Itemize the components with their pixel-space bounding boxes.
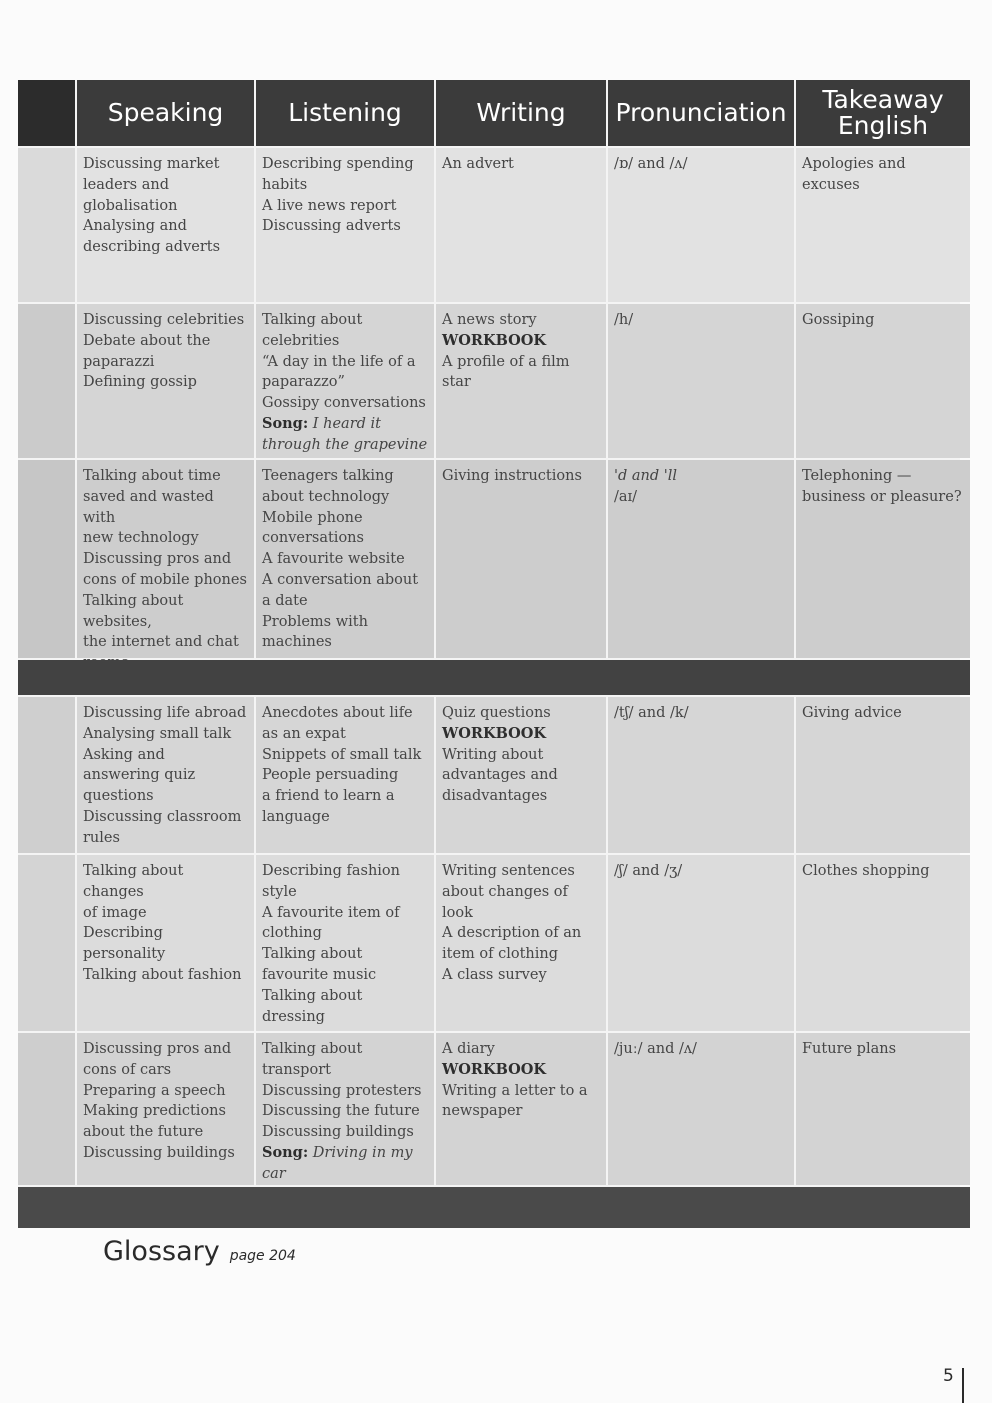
pronunciation-cell (608, 304, 794, 458)
cell-line: personality (83, 946, 166, 963)
cell-line: Discussing the future (262, 1103, 420, 1120)
cell-line: An advert (442, 156, 514, 172)
cell-line: “A day in the life of a (262, 353, 416, 370)
song-line (262, 1143, 428, 1164)
cell-line: style (262, 883, 297, 900)
cell-line: paparazzi (83, 353, 155, 370)
cell-line: Writing sentences (442, 863, 575, 879)
cell-line: Snippets of small talk (262, 746, 422, 763)
cell-line: paparazzo” (262, 374, 345, 391)
cell-line: rules (83, 829, 120, 846)
cell-line: A live news report (262, 197, 397, 214)
cell-line: machines (262, 634, 332, 651)
glossary-page: page 204 (229, 1248, 296, 1264)
cell-line: /h/ (614, 312, 634, 328)
cell-line: Discussing buildings (262, 1124, 414, 1141)
page-number: 5 (943, 1366, 954, 1386)
cell-line: Discussing celebrities (83, 312, 245, 328)
song-title: Driving in my (312, 1144, 413, 1161)
cell-line: Describing spending (262, 156, 414, 172)
cell-line: Quiz questions (442, 705, 551, 721)
cell-line: Talking about dressing (262, 987, 363, 1025)
cell-line: Teenagers talking (262, 468, 394, 484)
cell-line: A news story (442, 312, 537, 328)
cell-line: Talking about changes (83, 863, 184, 900)
cell-line: A profile of a film (442, 353, 570, 370)
pronunciation-cell (608, 697, 794, 853)
header-speaking: Speaking (77, 80, 254, 146)
cell-line: Discussing buildings (83, 1144, 235, 1161)
cell-line: leaders and (83, 176, 169, 193)
cell-line: Discussing pros and (83, 1041, 232, 1057)
unit-column-cell (18, 697, 75, 853)
pronunciation-cell (608, 1033, 794, 1185)
cell-line: Talking about (262, 312, 363, 328)
cell-line: Writing a letter to a (442, 1082, 588, 1099)
speaking-cell (77, 855, 254, 1031)
unit-column-cell (18, 148, 75, 302)
listening-cell (256, 697, 434, 853)
song-title-cont: through the grapevine (262, 436, 428, 453)
speaking-cell (77, 460, 254, 658)
cell-line: describing adverts (83, 239, 221, 256)
unit-column-cell (18, 460, 75, 658)
cell-line: about changes of (442, 883, 568, 900)
cell-line: Giving instructions (442, 468, 582, 484)
page-number-rule (962, 1368, 964, 1403)
unit-column-cell (18, 855, 75, 1031)
cell-line: Defining gossip (83, 374, 197, 391)
cell-line: Future plans (802, 1041, 897, 1057)
workbook-label: WORKBOOK (442, 1060, 546, 1078)
header-pronunciation: Pronunciation (608, 80, 794, 146)
unit-column-cell (18, 1033, 75, 1185)
song-label: Song: (262, 414, 309, 432)
cell-line: new technology (83, 530, 199, 547)
cell-line: disadvantages (442, 788, 548, 805)
takeaway-cell (796, 148, 970, 302)
workbook-label: WORKBOOK (442, 724, 546, 742)
song-label: Song: (262, 1143, 309, 1161)
pronunciation-cell (608, 855, 794, 1031)
cell-line: A conversation about (262, 571, 419, 588)
song-title: I heard it (312, 415, 381, 432)
cell-line: saved and wasted with (83, 488, 214, 526)
takeaway-cell (796, 855, 970, 1031)
cell-line: favourite music (262, 966, 377, 983)
cell-line: the internet and chat (83, 634, 239, 651)
listening-cell (256, 148, 434, 302)
speaking-cell (77, 697, 254, 853)
syllabus-table (18, 80, 960, 1212)
cell-line: A favourite website (262, 551, 405, 568)
pronunciation-cell (608, 460, 794, 658)
cell-line: /aɪ/ (614, 488, 638, 505)
cell-line: transport (262, 1061, 331, 1078)
cell-line: answering quiz (83, 767, 196, 784)
cell-line: 'd and 'll (614, 468, 678, 484)
section-divider-band (18, 660, 970, 695)
cell-line: habits (262, 176, 308, 193)
cell-line: /ʃ/ and /ʒ/ (614, 863, 683, 879)
cell-line: questions (83, 788, 154, 805)
writing-cell (436, 304, 606, 458)
cell-line: Talking about time (83, 468, 221, 484)
writing-cell (436, 1033, 606, 1185)
cell-line: Problems with (262, 613, 368, 630)
cell-line: celebrities (262, 332, 340, 349)
cell-line: Telephoning — (802, 468, 912, 484)
cell-line: Mobile phone (262, 509, 363, 526)
cell-line: Describing fashion (262, 863, 400, 879)
cell-line: A description of an (442, 925, 582, 942)
cell-line: Analysing and (83, 218, 187, 235)
cell-line: a date (262, 592, 308, 609)
takeaway-cell (796, 1033, 970, 1185)
cell-line: as an expat (262, 725, 346, 742)
cell-line: excuses (802, 176, 860, 193)
cell-line: about technology (262, 488, 390, 505)
cell-line: Talking about (262, 946, 363, 963)
cell-line: /tʃ/ and /k/ (614, 705, 689, 721)
cell-line: Clothes shopping (802, 863, 930, 879)
cell-line: Discussing pros and (83, 551, 232, 568)
header-takeaway-line2: English (837, 111, 929, 140)
speaking-cell (77, 1033, 254, 1185)
cell-line: A diary (442, 1041, 495, 1057)
cell-line: /juː/ and /ʌ/ (614, 1041, 697, 1057)
cell-line: A class survey (442, 966, 547, 983)
cell-line: Writing about (442, 746, 544, 763)
cell-line: /ɒ/ and /ʌ/ (614, 156, 688, 172)
cell-line: Talking about fashion (83, 966, 242, 983)
cell-line: look (442, 904, 473, 921)
cell-line: business or pleasure? (802, 488, 962, 505)
cell-line: Debate about the (83, 332, 211, 349)
header-takeaway-line1: Takeaway (822, 85, 944, 114)
pronunciation-cell (608, 148, 794, 302)
speaking-cell (77, 304, 254, 458)
header-writing: Writing (436, 80, 606, 146)
cell-line: Gossiping (802, 312, 875, 328)
cell-line: language (262, 808, 330, 825)
cell-line: item of clothing (442, 946, 559, 963)
cell-line: Preparing a speech (83, 1082, 226, 1099)
cell-line: Talking about (262, 1041, 363, 1057)
song-line (262, 414, 428, 435)
cell-line: conversations (262, 530, 364, 547)
listening-cell (256, 304, 434, 458)
cell-line: Giving advice (802, 705, 902, 721)
cell-line: about the future (83, 1124, 204, 1141)
cell-line: Making predictions (83, 1103, 226, 1120)
song-title-cont: car (262, 1165, 286, 1182)
glossary-title: Glossary (103, 1236, 220, 1267)
header-unit-column (18, 80, 75, 146)
workbook-label: WORKBOOK (442, 331, 546, 349)
cell-line: Discussing classroom (83, 808, 242, 825)
speaking-cell (77, 148, 254, 302)
takeaway-cell (796, 304, 970, 458)
writing-cell (436, 697, 606, 853)
cell-line: clothing (262, 925, 322, 942)
listening-cell (256, 1033, 434, 1185)
cell-line: Talking about websites, (83, 592, 184, 630)
cell-line: Discussing market (83, 156, 220, 172)
glossary-reference (103, 1236, 296, 1267)
listening-cell (256, 460, 434, 658)
cell-line: of image (83, 904, 147, 921)
cell-line: Gossipy conversations (262, 395, 426, 412)
cell-line: advantages and (442, 767, 558, 784)
header-listening: Listening (256, 80, 434, 146)
unit-column-cell (18, 304, 75, 458)
cell-line: Analysing small talk (83, 725, 232, 742)
cell-line: Describing (83, 925, 163, 942)
cell-line: Discussing protesters (262, 1082, 422, 1099)
cell-line: People persuading (262, 767, 399, 784)
takeaway-cell (796, 697, 970, 853)
cell-line: A favourite item of (262, 904, 400, 921)
cell-line: star (442, 374, 471, 391)
cell-line: Discussing adverts (262, 218, 401, 235)
takeaway-cell (796, 460, 970, 658)
cell-line: Anecdotes about life (262, 705, 413, 721)
cell-line: a friend to learn a (262, 788, 395, 805)
header-takeaway-english (796, 80, 970, 146)
listening-cell (256, 855, 434, 1031)
cell-line: cons of cars (83, 1061, 172, 1078)
section-divider-band (18, 1187, 970, 1228)
cell-line: Discussing life abroad (83, 705, 247, 721)
cell-line: cons of mobile phones (83, 571, 247, 588)
cell-line: Apologies and (802, 156, 906, 172)
cell-line: Asking and (83, 746, 165, 763)
cell-line: globalisation (83, 197, 178, 214)
writing-cell (436, 148, 606, 302)
writing-cell (436, 460, 606, 658)
writing-cell (436, 855, 606, 1031)
cell-line: newspaper (442, 1103, 523, 1120)
